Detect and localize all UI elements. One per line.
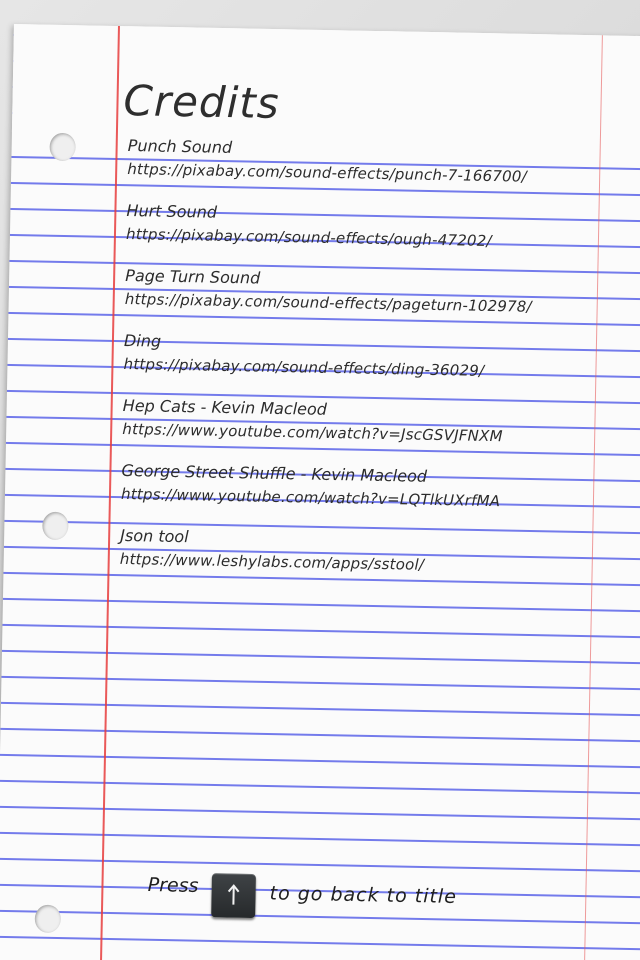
- binder-hole-top: [49, 133, 76, 161]
- credit-name: Hurt Sound: [126, 200, 218, 222]
- binder-hole-middle: [42, 512, 69, 540]
- credit-entry: [126, 199, 607, 273]
- credit-name: Punch Sound: [127, 135, 233, 157]
- credit-url: https://pixabay.com/sound-effects/ough-47202/: [125, 224, 492, 250]
- binder-hole-bottom: [35, 905, 62, 933]
- page-title: Credits: [123, 76, 281, 128]
- credit-name: George Street Shuffle - Kevin Macleod: [121, 460, 428, 486]
- credit-entry: [119, 524, 600, 598]
- credit-url: https://www.leshylabs.com/apps/sstool/: [119, 549, 425, 574]
- arrow-up-key-icon[interactable]: [211, 873, 256, 918]
- credits-list: [119, 134, 608, 598]
- back-to-title-label: to go back to title: [269, 882, 458, 908]
- credit-name: Hep Cats - Kevin Macleod: [122, 395, 328, 419]
- left-margin-line: [99, 26, 120, 960]
- credit-url: https://pixabay.com/sound-effects/pageturn-102978/: [124, 289, 532, 316]
- credit-name: Ding: [123, 330, 162, 351]
- credit-url: https://www.youtube.com/watch?v=LQTlkUXrfMA: [120, 484, 501, 511]
- credit-entry: [124, 264, 605, 338]
- credit-url: https://www.youtube.com/watch?v=JscGSVJFNXM: [122, 419, 503, 446]
- credit-entry: [121, 459, 602, 533]
- back-to-title-hint: [147, 872, 548, 930]
- credit-url: https://pixabay.com/sound-effects/ding-36029/: [123, 354, 485, 380]
- arrow-up-icon: [223, 881, 243, 907]
- credit-url: https://pixabay.com/sound-effects/punch-7-166700/: [127, 159, 527, 186]
- credit-name: Page Turn Sound: [125, 265, 261, 288]
- credit-entry: [127, 134, 608, 208]
- press-label: Press: [147, 873, 199, 897]
- credit-name: Json tool: [120, 525, 189, 547]
- credit-entry: [123, 329, 604, 403]
- credit-entry: [122, 394, 603, 468]
- paper-header-area: [12, 24, 640, 146]
